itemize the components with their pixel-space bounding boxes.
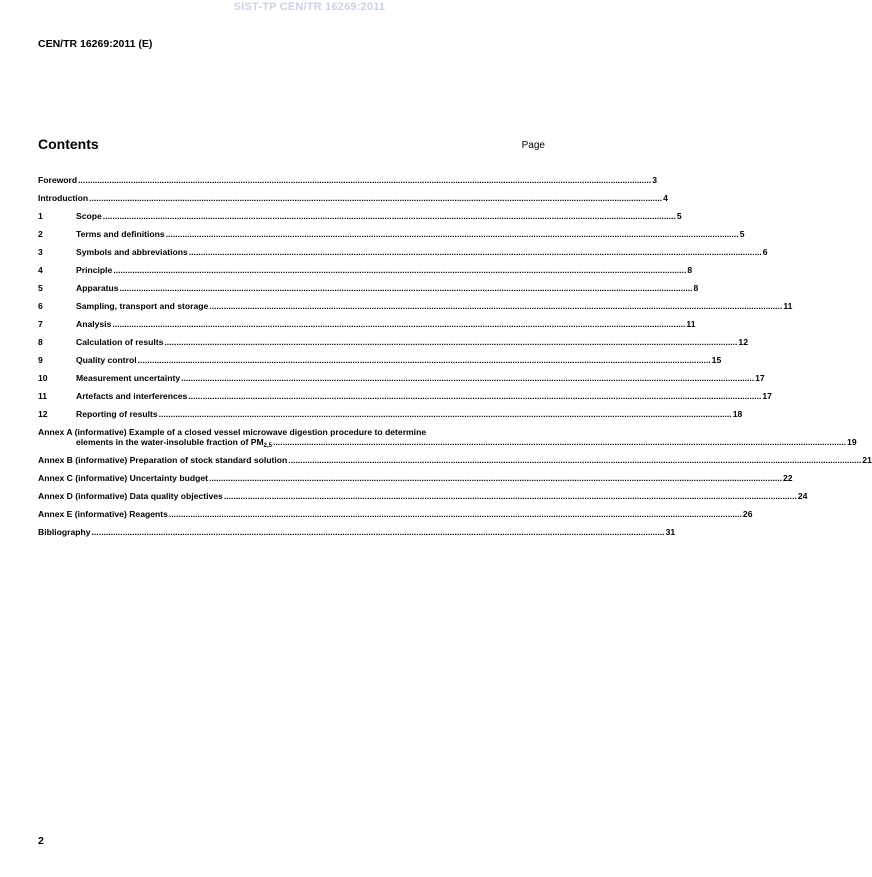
- toc-entry-clause-8[interactable]: [38, 337, 748, 355]
- toc-entry-title: Annex D (informative) Data quality objectives: [38, 491, 223, 501]
- toc-entry-title: Scope: [76, 211, 102, 221]
- toc-entry-page: 17: [762, 391, 772, 401]
- toc-entry-page: 15: [711, 355, 722, 365]
- toc-entry-number: 2: [38, 229, 43, 239]
- toc-leader-dots: [164, 337, 737, 347]
- toc-entry-clause-9[interactable]: [38, 355, 722, 373]
- toc-entry-title: Measurement uncertainty: [76, 373, 181, 383]
- toc-entry-number: 10: [38, 373, 48, 383]
- toc-entry-page: 4: [663, 193, 668, 203]
- toc-leader-dots: [169, 509, 742, 519]
- toc-entry-page: 5: [676, 211, 682, 221]
- toc-entry-page: 17: [755, 373, 765, 383]
- toc-entry-number: 9: [38, 355, 43, 365]
- toc-entry-clause-10[interactable]: [38, 373, 765, 391]
- toc-entry-number: 8: [38, 337, 43, 347]
- toc-entry-title: Artefacts and interferences: [76, 391, 188, 401]
- toc-entry-title: Apparatus: [76, 283, 119, 293]
- toc-entry-title: Annex E (informative) Reagents: [38, 509, 168, 519]
- toc-entry-title-line1: Annex A (informative) Example of a closed vessel microwave digestion procedure to determine: [38, 427, 427, 437]
- toc-entry-page: 22: [783, 473, 793, 483]
- page-number: 2: [38, 835, 44, 847]
- toc-entry-page: 21: [862, 455, 872, 465]
- toc-entry-page: 26: [742, 509, 753, 519]
- toc-entry-title: Annex B (informative) Preparation of stock standard solution: [38, 455, 288, 465]
- toc-leader-dots: [89, 193, 662, 203]
- toc-entry-foreword[interactable]: [38, 175, 657, 193]
- toc-leader-dots: [224, 491, 797, 501]
- toc-entry-page: 11: [783, 301, 793, 311]
- toc-entry-title: Annex C (informative) Uncertainty budget: [38, 473, 208, 483]
- toc-entry-title: Quality control: [76, 355, 137, 365]
- toc-entry-title: Analysis: [76, 319, 112, 329]
- annex-a-subscript: 2,5: [263, 443, 273, 449]
- toc-entry-page: 12: [738, 337, 748, 347]
- toc-entry-page: 24: [797, 491, 808, 501]
- toc-leader-dots: [209, 301, 782, 311]
- toc-entry-clause-4[interactable]: [38, 265, 693, 283]
- toc-entry-annex-e[interactable]: [38, 509, 753, 527]
- toc-entry-annex-a[interactable]: [38, 427, 857, 455]
- toc-entry-page: 8: [687, 265, 693, 275]
- toc-entry-clause-7[interactable]: [38, 319, 696, 337]
- toc-entry-number: 4: [38, 265, 43, 275]
- toc-entry-title: Bibliography: [38, 527, 91, 537]
- toc-entry-page: 6: [762, 247, 768, 257]
- toc-entry-page: 5: [739, 229, 745, 239]
- toc-entry-page: 3: [652, 175, 657, 185]
- toc-leader-dots: [181, 373, 754, 383]
- toc-leader-dots: [166, 229, 739, 239]
- toc-entry-title: Reporting of results: [76, 409, 158, 419]
- toc-leader-dots: [120, 283, 693, 293]
- toc-entry-title: Calculation of results: [76, 337, 164, 347]
- toc-entry-clause-3[interactable]: [38, 247, 768, 265]
- toc-leader-dots: [273, 437, 846, 447]
- table-of-contents: [38, 175, 872, 545]
- toc-entry-page: 18: [732, 409, 743, 419]
- toc-entry-introduction[interactable]: [38, 193, 668, 211]
- toc-entry-annex-d[interactable]: [38, 491, 808, 509]
- toc-entry-annex-c[interactable]: [38, 473, 793, 491]
- toc-entry-number: 12: [38, 409, 48, 419]
- toc-entry-page: 31: [665, 527, 676, 537]
- toc-entry-clause-6[interactable]: [38, 301, 793, 319]
- toc-entry-title: Symbols and abbreviations: [76, 247, 188, 257]
- toc-entry-number: 6: [38, 301, 43, 311]
- toc-leader-dots: [113, 265, 686, 275]
- contents-title: Contents: [38, 136, 99, 152]
- toc-entry-title: Sampling, transport and storage: [76, 301, 209, 311]
- toc-entry-number: 7: [38, 319, 43, 329]
- toc-entry-title: Introduction: [38, 193, 89, 203]
- toc-leader-dots: [103, 211, 676, 221]
- toc-entry-clause-5[interactable]: [38, 283, 699, 301]
- toc-leader-dots: [189, 247, 762, 257]
- toc-leader-dots: [92, 527, 665, 537]
- toc-entry-title: Principle: [76, 265, 113, 275]
- toc-leader-dots: [188, 391, 761, 401]
- toc-leader-dots: [209, 473, 782, 483]
- toc-entry-clause-1[interactable]: [38, 211, 682, 229]
- toc-entry-number: 3: [38, 247, 43, 257]
- toc-leader-dots: [288, 455, 861, 465]
- toc-entry-bibliography[interactable]: [38, 527, 676, 545]
- toc-entry-clause-12[interactable]: [38, 409, 743, 427]
- toc-leader-dots: [112, 319, 685, 329]
- toc-leader-dots: [78, 175, 651, 185]
- watermark: SIST-TP CEN/TR 16269:2011: [233, 1, 386, 13]
- toc-entry-number: 5: [38, 283, 43, 293]
- toc-entry-title: Foreword: [38, 175, 78, 185]
- page-column-label: Page: [521, 140, 545, 151]
- toc-entry-page: 19: [847, 437, 857, 447]
- toc-entry-page: 11: [686, 319, 696, 329]
- toc-entry-title-line2: [76, 437, 272, 447]
- toc-entry-page: 8: [693, 283, 699, 293]
- toc-entry-number: 1: [38, 211, 43, 221]
- document-id: CEN/TR 16269:2011 (E): [38, 38, 153, 50]
- toc-entry-clause-2[interactable]: [38, 229, 745, 247]
- toc-leader-dots: [159, 409, 732, 419]
- toc-leader-dots: [138, 355, 711, 365]
- toc-entry-title: Terms and definitions: [76, 229, 165, 239]
- toc-entry-number: 11: [38, 391, 48, 401]
- annex-a-line2-text: elements in the water-insoluble fraction of PM: [76, 437, 264, 447]
- toc-entry-clause-11[interactable]: [38, 391, 772, 409]
- toc-entry-annex-b[interactable]: [38, 455, 872, 473]
